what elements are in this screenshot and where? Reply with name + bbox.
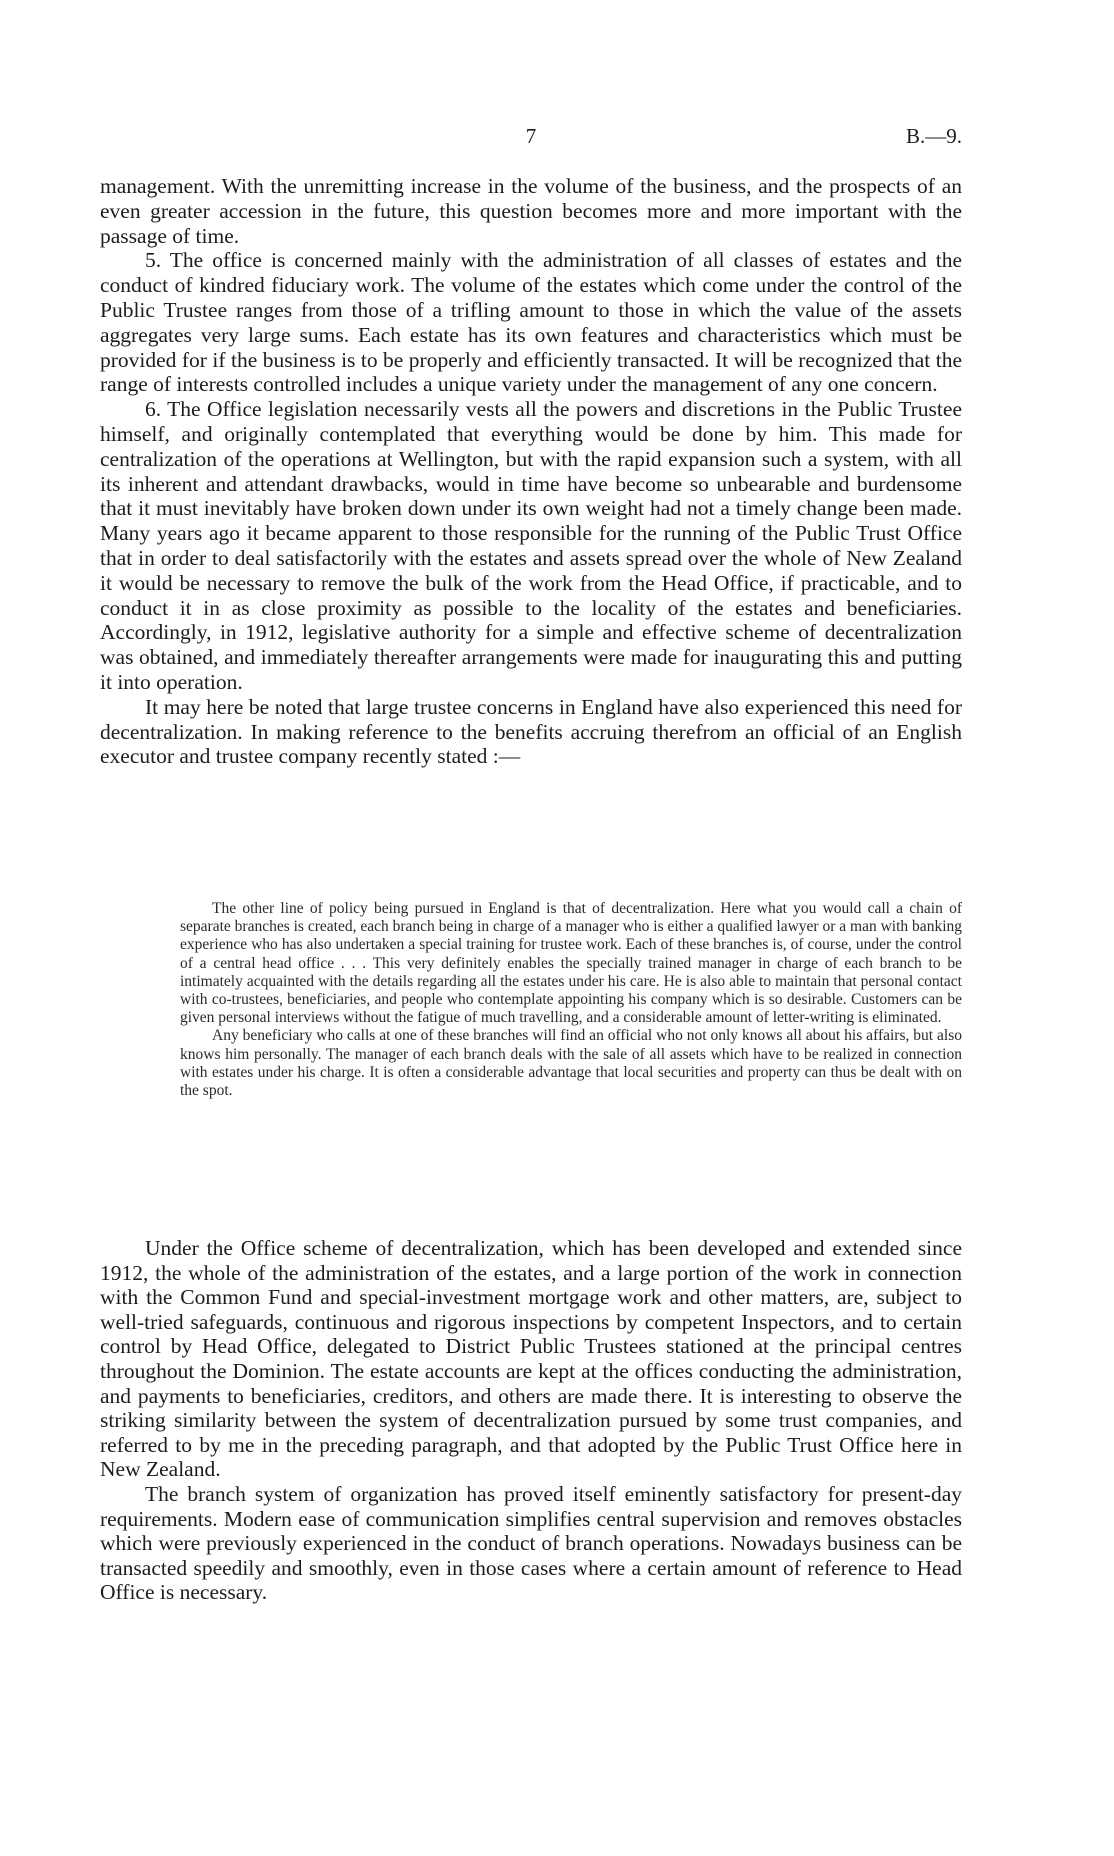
document-reference: B.—9. [905,124,962,148]
paragraph-branch-system: The branch system of organization has proved itself eminently satisfactory for present-day requirements. Modern ease of communication simplifies central supervision and removes obstacles which were previously experienced in the conduct of branch operations. Nowadays business can be transacted speedily and smoothly, even in those cases where a certain amount of reference to Head Office is necessary. [100,1481,962,1605]
paragraph-6: 6. The Office legislation necessarily vests all the powers and discretions in the Public Trustee himself, and originally contemplated that everything would be done by him. This made for centralization of the operations at Wellington, but with the rapid expansion such a system, with all its inherent and attendant drawbacks, would in time have become so unbearable and burdensome that it must inevitably have broken down under its own weight had not a timely change been made. Many years ago it became apparent to those responsible for the running of the Public Trust Office that in order to deal satisfactorily with the estates and assets spread over the whole of New Zealand it would be necessary to remove the bulk of the work from the Head Office, if practicable, and to conduct it in as close proximity as possible to the locality of the estates and beneficiaries. Accordingly, in 1912, legislative authority for a simple and effective scheme of decentralization was obtained, and immediately thereafter arrangements were made for inaugurating this and putting it into operation. [100,397,962,694]
paragraph-english-trustees: It may here be noted that large trustee concerns in England have also experienced this need for decentralization. In making reference to the benefits accruing therefrom an official of an English executor and trustee company recently stated :— [100,694,962,769]
page-number: 7 [525,124,537,148]
quotation-paragraph: Any beneficiary who calls at one of these branches will find an official who not only knows all about his affairs, but also knows him personally. The manager of each branch deals with the sale of all assets which have to be realized in connection with estates under his charge. It is often a considerable advantage that local securities and property can thus be dealt with on the spot. [180,1027,962,1100]
quotation-paragraph: The other line of policy being pursued in England is that of decentralization. Here what you would call a chain of separate branches is created, each branch being in charge of a manager who is either a qualified lawyer or a man with banking experience who has also undertaken a special training for trustee work. Each of these branches is, of course, under the control of a central head office . . . This very definitely enables the specially trained manager in charge of each branch to be intimately acquainted with the details regarding all the estates under his care. He is also able to maintain that personal contact with co-trustees, beneficiaries, and people who contemplate appointing his company which is so desirable. Customers can be given personal interviews without the fatigue of much travelling, and a considerable amount of letter-writing is eliminated. [180,900,962,1027]
closing-text-block [100,1236,962,1605]
paragraph-continuation: management. With the unremitting increase in the volume of the business, and the prospects of an even greater accession in the future, this question becomes more and more important with the passage of time. [100,174,962,248]
paragraph-decentralization-scheme: Under the Office scheme of decentralization, which has been developed and extended since 1912, the whole of the administration of the estates, and a large portion of the work in connection with the Common Fund and special-investment mortgage work and other matters, are, subject to well-tried safeguards, continuous and rigorous inspections by competent Inspectors, and to certain control by Head Office, delegated to District Public Trustees stationed at the principal centres throughout the Dominion. The estate accounts are kept at the offices conducting the administration, and payments to beneficiaries, creditors, and others are made there. It is interesting to observe the striking similarity between the system of decentralization pursued by some trust companies, and referred to by me in the preceding paragraph, and that adopted by the Public Trust Office here in New Zealand. [100,1236,962,1482]
page-header [100,124,962,154]
block-quotation [180,900,962,1100]
main-text-block [100,174,962,769]
paragraph-5: 5. The office is concerned mainly with the administration of all classes of estates and the conduct of kindred fiduciary work. The volume of the estates which come under the control of the Public Trustee ranges from those of a trifling amount to those in which the value of the assets aggregates very large sums. Each estate has its own features and characteristics which must be provided for if the business is to be properly and efficiently transacted. It will be recognized that the range of interests controlled includes a unique variety under the management of any one concern. [100,248,962,397]
